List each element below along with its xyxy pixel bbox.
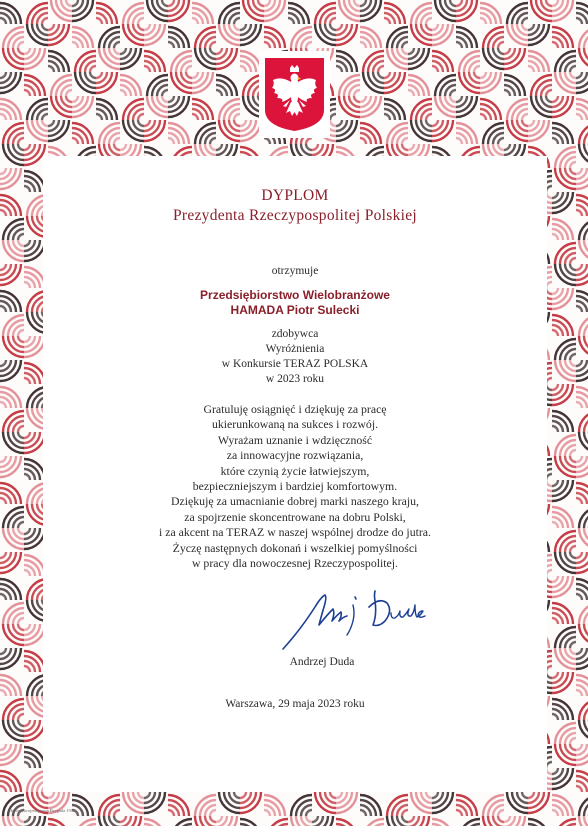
pattern-arc <box>42 114 48 120</box>
pattern-arc <box>570 360 576 366</box>
pattern-arc <box>546 90 552 96</box>
congratulation-text <box>43 402 547 571</box>
pattern-arc <box>546 0 552 6</box>
pattern-arc <box>66 96 72 102</box>
pattern-arc <box>584 816 588 826</box>
pattern-arc <box>378 72 384 78</box>
pattern-arc <box>360 42 366 48</box>
pattern-arc <box>0 114 6 120</box>
pattern-arc <box>402 144 408 150</box>
pattern-arc <box>570 552 576 558</box>
pattern-arc <box>0 690 6 696</box>
pattern-arc <box>168 42 174 48</box>
pattern-arc <box>552 192 558 198</box>
pattern-arc <box>570 168 576 174</box>
body-line: i za akcent na TERAZ w naszej wspólnej drodze do jutra. <box>158 525 431 540</box>
pattern-arc <box>234 24 240 30</box>
pattern-arc <box>114 42 120 48</box>
pattern-arc <box>210 144 216 150</box>
pattern-arc <box>168 96 174 102</box>
pattern-arc <box>18 42 24 48</box>
pattern-arc <box>426 18 432 24</box>
body-line: w pracy dla nowoczesnej Rzeczypospolitej. <box>191 556 399 571</box>
pattern-arc <box>576 744 582 750</box>
pattern-arc <box>330 114 336 120</box>
pattern-arc <box>450 0 456 6</box>
pattern-arc <box>18 528 24 534</box>
pattern-arc <box>504 90 510 96</box>
pattern-arc <box>0 786 6 792</box>
pattern-arc <box>234 114 240 120</box>
pattern-arc <box>330 18 336 24</box>
pattern-arc <box>450 90 456 96</box>
pattern-arc <box>336 792 342 798</box>
pattern-arc <box>0 402 6 408</box>
pattern-arc <box>162 96 168 102</box>
pattern-arc <box>90 72 96 78</box>
pattern-arc <box>480 18 486 24</box>
pattern-arc <box>0 210 6 216</box>
pattern-arc <box>24 624 30 630</box>
pattern-arc <box>210 810 216 816</box>
pattern-arc <box>402 138 408 144</box>
pattern-arc <box>306 810 312 816</box>
pattern-arc <box>234 18 240 24</box>
pattern-arc <box>570 72 576 78</box>
pattern-arc <box>552 810 558 816</box>
pattern-arc <box>18 48 24 54</box>
pattern-arc <box>216 90 222 96</box>
receives-label: otrzymuje <box>271 265 319 277</box>
pattern-arc <box>42 120 48 126</box>
pattern-arc <box>18 816 24 822</box>
pattern-arc <box>306 816 312 822</box>
pattern-arc <box>378 66 384 72</box>
pattern-arc <box>0 168 6 174</box>
pattern-arc <box>570 162 576 168</box>
pattern-arc <box>408 48 414 54</box>
pattern-arc <box>18 720 24 726</box>
pattern-arc <box>498 138 504 144</box>
pattern-arc <box>162 0 168 6</box>
pattern-arc <box>48 24 54 30</box>
pattern-arc <box>552 522 558 528</box>
award-line: w Konkursie TERAZ POLSKA <box>221 358 369 370</box>
pattern-arc <box>306 144 312 150</box>
pattern-arc <box>570 648 576 654</box>
body-line: Życzę następnych dokonań i wszelkiej pomyślności <box>172 540 418 555</box>
pattern-arc <box>162 90 168 96</box>
pattern-arc <box>552 618 558 624</box>
emblem-frame <box>259 51 330 138</box>
body-line: które czynią życie łatwiejszym, <box>220 463 370 478</box>
pattern-arc <box>456 138 462 144</box>
pattern-arc <box>18 234 24 240</box>
pattern-arc <box>0 306 6 312</box>
pattern-arc <box>138 24 144 30</box>
pattern-arc <box>168 138 174 144</box>
pattern-arc <box>576 264 582 270</box>
pattern-arc <box>306 138 312 144</box>
pattern-arc <box>144 66 150 72</box>
pattern-arc <box>570 66 576 72</box>
pattern-arc <box>18 714 24 720</box>
pattern-arc <box>432 66 438 72</box>
pattern-arc <box>96 18 102 24</box>
pattern-arc <box>120 90 126 96</box>
pattern-arc <box>528 24 534 30</box>
polish-eagle-emblem-icon <box>265 58 324 131</box>
pattern-arc <box>24 336 30 342</box>
pattern-arc <box>402 48 408 54</box>
pattern-arc <box>528 792 534 798</box>
handwritten-signature <box>275 585 445 657</box>
pattern-arc <box>114 816 120 822</box>
pattern-arc <box>552 672 558 678</box>
pattern-arc <box>552 234 558 240</box>
pattern-arc <box>552 0 558 6</box>
pattern-arc <box>576 498 582 504</box>
pattern-arc <box>522 120 528 126</box>
pattern-arc <box>144 120 150 126</box>
pattern-arc <box>354 0 360 6</box>
pattern-arc <box>48 792 54 798</box>
pattern-arc <box>240 792 246 798</box>
typeface-footnote: Złożono krojem pisma Brygada 1918 <box>8 808 76 813</box>
diploma-subtitle: Prezydenta Rzeczypospolitej Polskiej <box>172 207 418 224</box>
pattern-arc <box>480 72 486 78</box>
pattern-arc <box>114 48 120 54</box>
pattern-arc <box>552 768 558 774</box>
pattern-arc <box>120 816 126 822</box>
pattern-arc <box>264 42 270 48</box>
pattern-arc <box>576 168 582 174</box>
pattern-arc <box>96 114 102 120</box>
pattern-arc <box>402 810 408 816</box>
pattern-arc <box>48 66 54 72</box>
pattern-arc <box>576 552 582 558</box>
pattern-arc <box>42 24 48 30</box>
pattern-arc <box>24 666 30 672</box>
pattern-arc <box>114 138 120 144</box>
pattern-arc <box>474 66 480 72</box>
pattern-arc <box>234 792 240 798</box>
pattern-arc <box>552 384 558 390</box>
pattern-arc <box>498 48 504 54</box>
pattern-arc <box>480 114 486 120</box>
pattern-arc <box>426 792 432 798</box>
pattern-arc <box>96 72 102 78</box>
pattern-arc <box>72 138 78 144</box>
pattern-arc <box>450 96 456 102</box>
pattern-arc <box>432 120 438 126</box>
pattern-arc <box>0 744 6 750</box>
pattern-arc <box>456 0 462 6</box>
pattern-arc <box>426 114 432 120</box>
pattern-arc <box>168 0 174 6</box>
pattern-arc <box>498 810 504 816</box>
body-line: za spojrzenie skoncentrowane na dobru Polski, <box>184 509 406 524</box>
pattern-arc <box>168 810 174 816</box>
pattern-arc <box>234 120 240 126</box>
pattern-arc <box>312 144 318 150</box>
pattern-arc <box>456 810 462 816</box>
pattern-arc <box>546 96 552 102</box>
body-line: ukierunkowaną na sukces i rozwój. <box>211 417 379 432</box>
pattern-arc <box>408 144 414 150</box>
pattern-arc <box>24 720 30 726</box>
body-line: bezpieczniejszym i bardziej komfortowym. <box>192 479 398 494</box>
pattern-arc <box>570 738 576 744</box>
pattern-arc <box>576 594 582 600</box>
pattern-arc <box>504 48 510 54</box>
pattern-arc <box>552 96 558 102</box>
pattern-arc <box>432 792 438 798</box>
pattern-arc <box>144 24 150 30</box>
pattern-arc <box>360 810 366 816</box>
pattern-arc <box>306 42 312 48</box>
pattern-arc <box>0 594 6 600</box>
pattern-arc <box>456 96 462 102</box>
pattern-arc <box>528 66 534 72</box>
pattern-arc <box>330 120 336 126</box>
pattern-arc <box>18 522 24 528</box>
pattern-arc <box>18 432 24 438</box>
pattern-arc <box>498 144 504 150</box>
pattern-arc <box>576 786 582 792</box>
pattern-arc <box>66 0 72 6</box>
pattern-arc <box>570 744 576 750</box>
pattern-arc <box>0 552 6 558</box>
pattern-arc <box>576 306 582 312</box>
pattern-arc <box>24 474 30 480</box>
diploma-title: DYPLOM <box>261 187 329 204</box>
pattern-arc <box>498 42 504 48</box>
pattern-arc <box>216 48 222 54</box>
pattern-arc <box>570 642 576 648</box>
pattern-arc <box>18 240 24 246</box>
pattern-arc <box>498 816 504 822</box>
award-line: w 2023 roku <box>265 373 325 385</box>
body-line: Gratuluję osiągnięć i dziękuję za pracę <box>203 402 387 416</box>
pattern-arc <box>24 186 30 192</box>
pattern-arc <box>264 810 270 816</box>
pattern-arc <box>576 18 582 24</box>
pattern-arc <box>90 66 96 72</box>
pattern-arc <box>18 138 24 144</box>
pattern-arc <box>552 138 558 144</box>
pattern-arc <box>210 48 216 54</box>
pattern-arc <box>24 240 30 246</box>
pattern-arc <box>264 138 270 144</box>
pattern-arc <box>552 576 558 582</box>
pattern-arc <box>114 144 120 150</box>
pattern-arc <box>552 480 558 486</box>
pattern-arc <box>402 816 408 822</box>
pattern-arc <box>552 288 558 294</box>
pattern-arc <box>48 120 54 126</box>
pattern-arc <box>576 456 582 462</box>
pattern-arc <box>576 360 582 366</box>
pattern-arc <box>240 24 246 30</box>
pattern-arc <box>138 120 144 126</box>
pattern-arc <box>0 360 6 366</box>
pattern-arc <box>336 24 342 30</box>
pattern-arc <box>42 792 48 798</box>
pattern-arc <box>120 144 126 150</box>
pattern-arc <box>570 546 576 552</box>
pattern-arc <box>210 138 216 144</box>
pattern-arc <box>24 144 30 150</box>
pattern-arc <box>522 792 528 798</box>
pattern-arc <box>354 90 360 96</box>
pattern-arc <box>192 114 198 120</box>
pattern-arc <box>576 114 582 120</box>
pattern-arc <box>426 120 432 126</box>
pattern-arc <box>330 24 336 30</box>
pattern-arc <box>192 72 198 78</box>
pattern-arc <box>186 66 192 72</box>
pattern-arc <box>432 24 438 30</box>
pattern-arc <box>360 138 366 144</box>
pattern-arc <box>576 402 582 408</box>
pattern-arc <box>138 18 144 24</box>
pattern-arc <box>120 48 126 54</box>
award-line: Wyróżnienia <box>265 343 325 355</box>
pattern-arc <box>570 456 576 462</box>
pattern-arc <box>384 18 390 24</box>
pattern-arc <box>24 90 30 96</box>
pattern-arc <box>240 120 246 126</box>
pattern-arc <box>528 120 534 126</box>
pattern-arc <box>144 792 150 798</box>
pattern-arc <box>456 42 462 48</box>
pattern-arc <box>552 426 558 432</box>
pattern-arc <box>24 816 30 822</box>
pattern-arc <box>42 18 48 24</box>
pattern-arc <box>336 120 342 126</box>
pattern-arc <box>114 810 120 816</box>
pattern-arc <box>576 648 582 654</box>
pattern-arc <box>24 432 30 438</box>
pattern-arc <box>384 72 390 78</box>
pattern-arc <box>576 690 582 696</box>
pattern-arc <box>354 96 360 102</box>
pattern-arc <box>24 378 30 384</box>
pattern-arc <box>240 66 246 72</box>
pattern-arc <box>210 42 216 48</box>
body-line: za innowacyjne rozwiązania, <box>226 448 364 463</box>
signatory-name: Andrzej Duda <box>289 656 355 668</box>
pattern-arc <box>504 816 510 822</box>
pattern-arc <box>24 762 30 768</box>
pattern-arc <box>72 96 78 102</box>
pattern-arc <box>216 816 222 822</box>
pattern-arc <box>504 144 510 150</box>
body-line: Wyrażam uznanie i wdzięczność <box>217 432 373 447</box>
pattern-arc <box>522 114 528 120</box>
pattern-arc <box>570 264 576 270</box>
pattern-arc <box>360 96 366 102</box>
pattern-arc <box>186 72 192 78</box>
pattern-arc <box>336 66 342 72</box>
pattern-arc <box>288 18 294 24</box>
pattern-arc <box>0 72 6 78</box>
pattern-arc <box>576 210 582 216</box>
pattern-arc <box>138 114 144 120</box>
pattern-arc <box>216 144 222 150</box>
pattern-arc <box>312 816 318 822</box>
pattern-arc <box>552 714 558 720</box>
pattern-arc <box>18 618 24 624</box>
pattern-arc <box>570 354 576 360</box>
pattern-arc <box>402 42 408 48</box>
pattern-arc <box>408 816 414 822</box>
pattern-arc <box>570 258 576 264</box>
pattern-arc <box>18 144 24 150</box>
pattern-arc <box>24 528 30 534</box>
pattern-arc <box>192 18 198 24</box>
pattern-arc <box>552 330 558 336</box>
recipient-name-line2: HAMADA Piotr Sulecki <box>230 303 360 317</box>
pattern-arc <box>24 570 30 576</box>
pattern-arc <box>72 0 78 6</box>
pattern-arc <box>474 72 480 78</box>
pattern-arc <box>18 336 24 342</box>
pattern-arc <box>552 42 558 48</box>
pattern-arc <box>0 498 6 504</box>
pattern-arc <box>18 624 24 630</box>
pattern-arc <box>264 0 270 6</box>
pattern-arc <box>24 282 30 288</box>
pattern-arc <box>258 0 264 6</box>
pattern-arc <box>72 42 78 48</box>
pattern-arc <box>360 0 366 6</box>
pattern-arc <box>384 114 390 120</box>
pattern-arc <box>18 426 24 432</box>
pattern-arc <box>210 816 216 822</box>
recipient-name-line1: Przedsiębiorstwo Wielobranżowe <box>200 288 390 302</box>
pattern-arc <box>0 18 6 24</box>
pattern-arc <box>426 24 432 30</box>
pattern-arc <box>138 792 144 798</box>
pattern-arc <box>66 90 72 96</box>
pattern-arc <box>18 330 24 336</box>
place-and-date: Warszawa, 29 maja 2023 roku <box>225 698 365 710</box>
pattern-arc <box>522 24 528 30</box>
pattern-arc <box>522 18 528 24</box>
pattern-arc <box>570 450 576 456</box>
award-line: zdobywca <box>271 328 319 340</box>
pattern-arc <box>0 264 6 270</box>
pattern-arc <box>330 792 336 798</box>
body-line: Dziękuję za umacnianie dobrej marki naszego kraju, <box>171 494 419 509</box>
pattern-arc <box>24 48 30 54</box>
pattern-arc <box>0 648 6 654</box>
pattern-arc <box>408 90 414 96</box>
pattern-arc <box>0 456 6 462</box>
pattern-arc <box>576 72 582 78</box>
